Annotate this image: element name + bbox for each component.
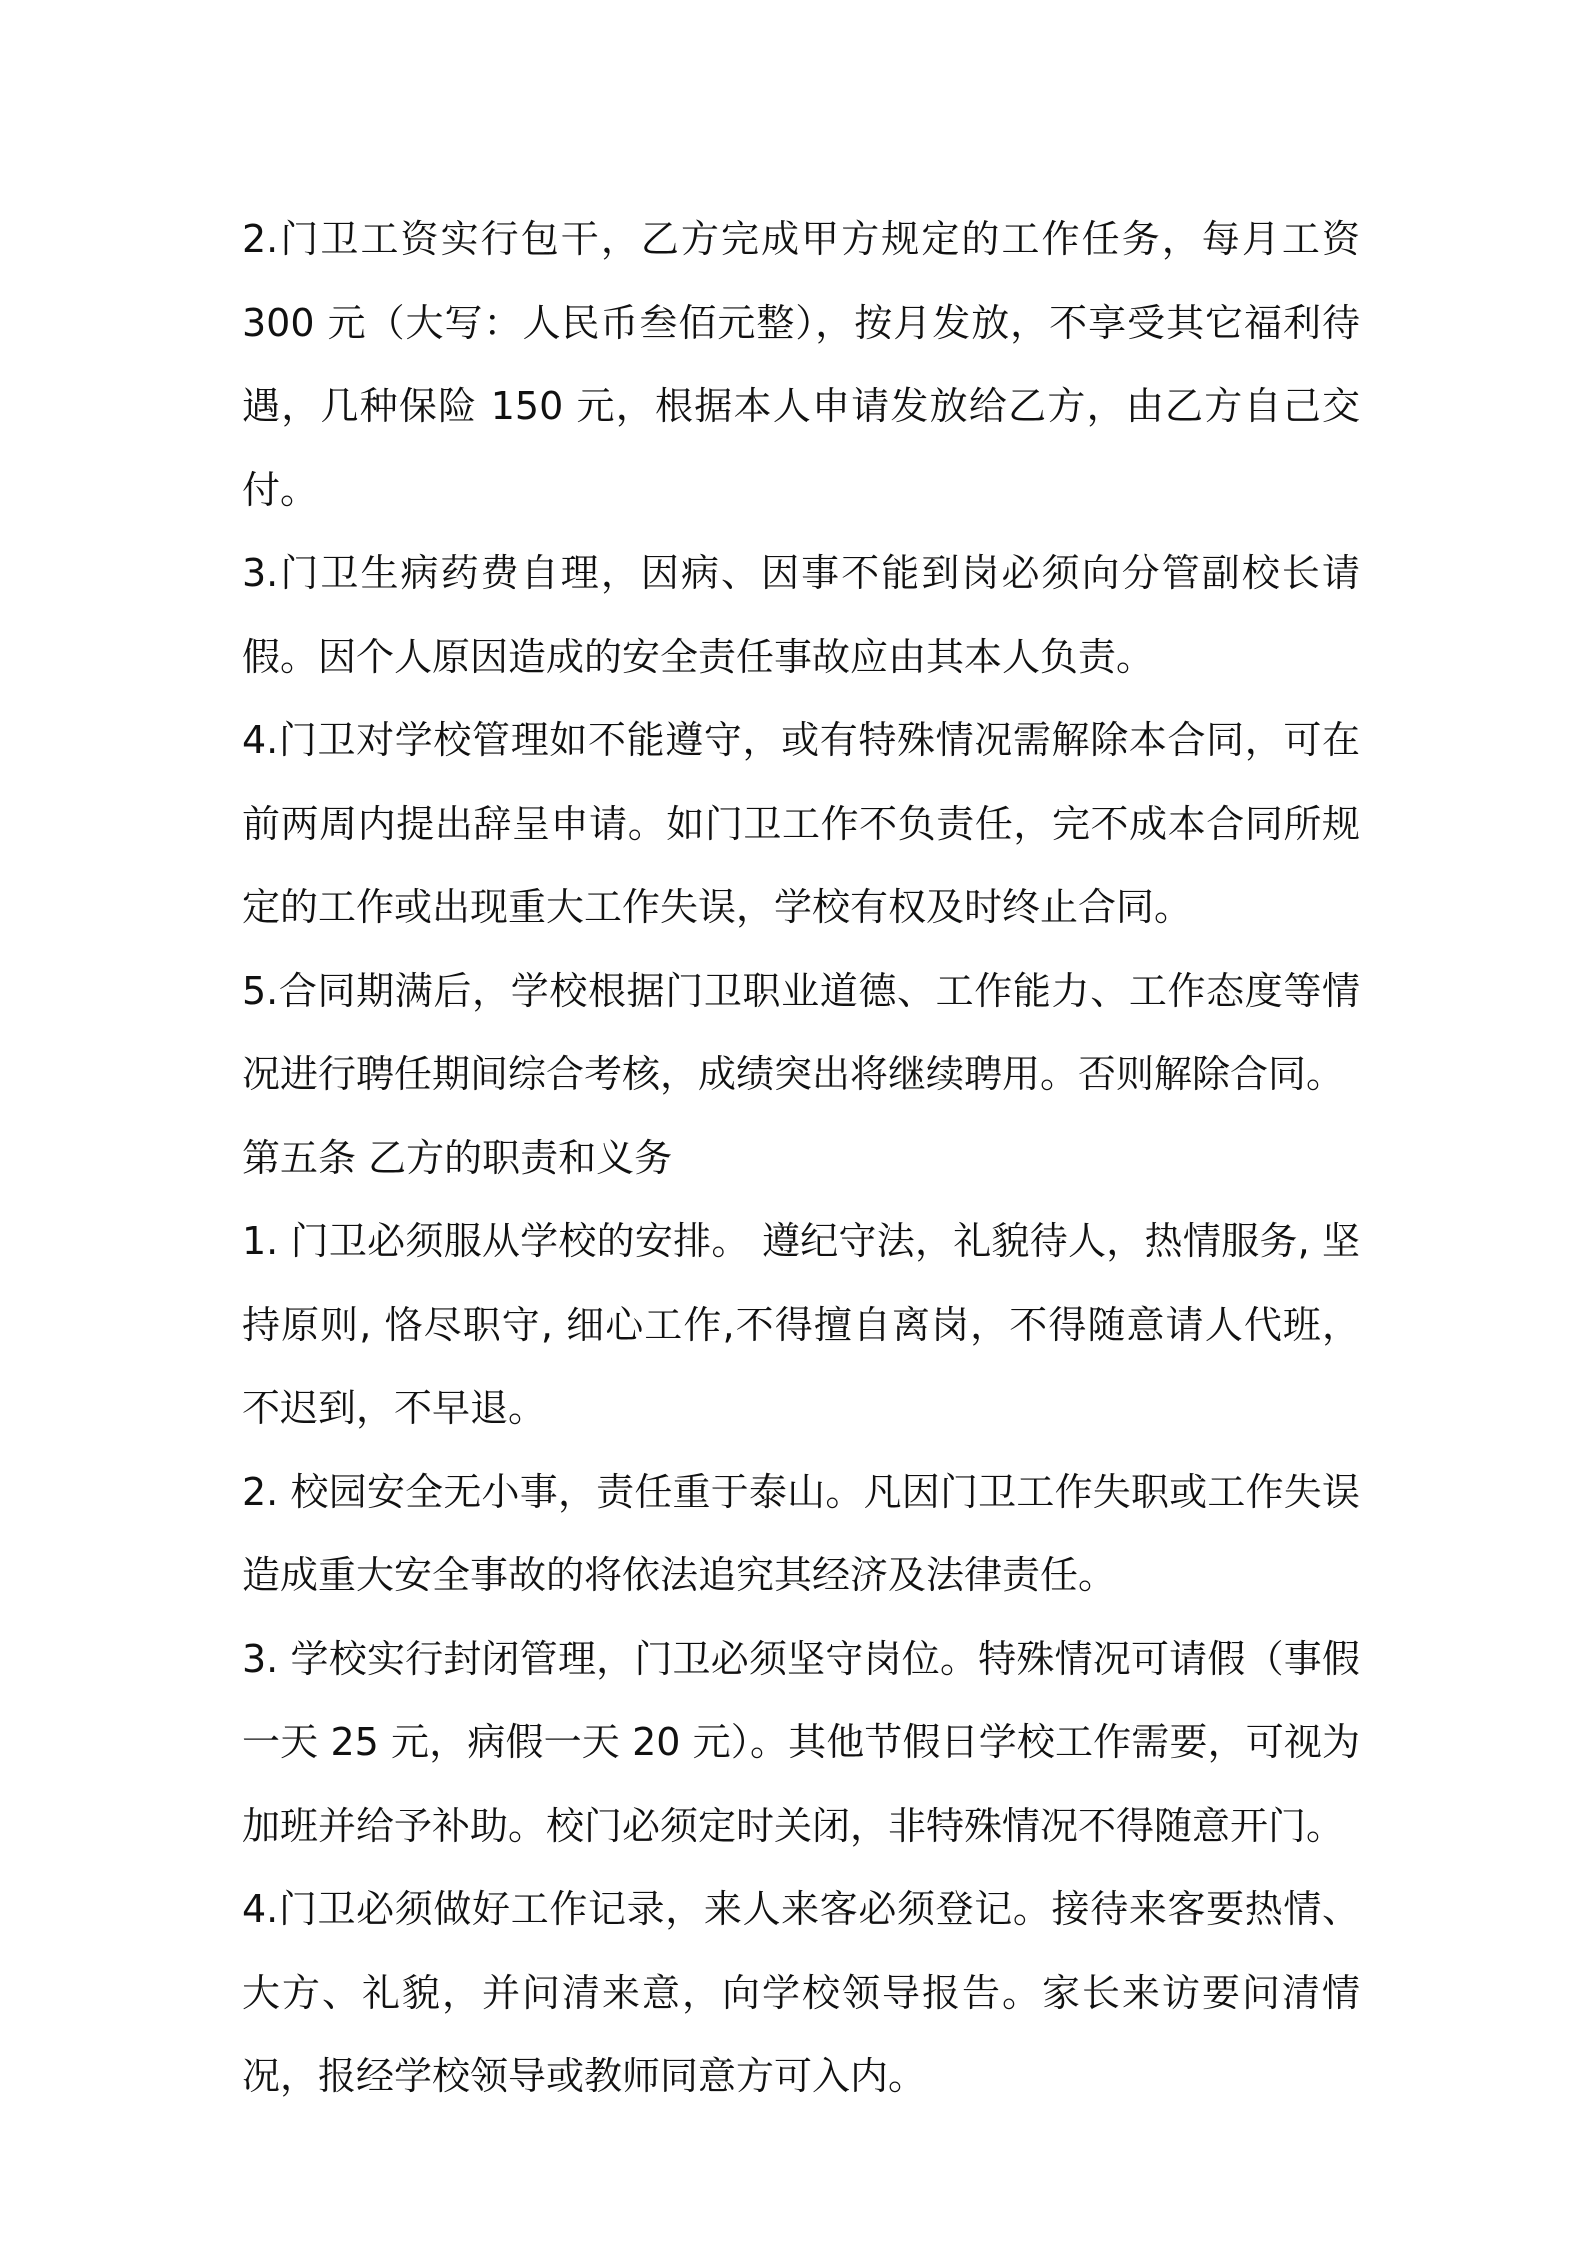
paragraph-duty-closed-management: 3. 学校实行封闭管理，门卫必须坚守岗位。特殊情况可请假（事假一天 25 元，病假一天 20 元）。其他节假日学校工作需要，可视为加班并给予补助。校门必须定时关闭，非特殊情况不得随意开门。 (242, 1636, 1360, 1848)
paragraph-duty-campus-safety: 2. 校园安全无小事，责任重于泰山。凡因门卫工作失职或工作失误造成重大安全事故的将依法追究其经济及法律责任。 (242, 1469, 1360, 1597)
paragraph-contract-expiry-clause: 5.合同期满后，学校根据门卫职业道德、工作能力、工作态度等情况进行聘任期间综合考核，成绩突出将继续聘用。否则解除合同。 (242, 968, 1360, 1096)
section-heading-article-five: 第五条 乙方的职责和义务 (242, 1135, 673, 1180)
paragraph-wage-clause: 2.门卫工资实行包干，乙方完成甲方规定的工作任务，每月工资 300 元（大写：人民币叁佰元整），按月发放，不享受其它福利待遇，几种保险 150 元，根据本人申请发放给乙方，由乙方自己交付。 (242, 217, 1360, 512)
paragraph-sick-leave-clause: 3.门卫生病药费自理，因病、因事不能到岗必须向分管副校长请假。因个人原因造成的安全责任事故应由其本人负责。 (242, 551, 1360, 679)
paragraph-duty-obey-arrangement: 1. 门卫必须服从学校的安排。 遵纪守法，礼貌待人，热情服务, 坚持原则, 恪尽职守, 细心工作,不得擅自离岗，不得随意请人代班，不迟到，不早退。 (242, 1219, 1360, 1430)
document-body (242, 198, 1360, 2119)
paragraph-duty-visitor-registration: 4.门卫必须做好工作记录，来人来客必须登记。接待来客要热情、大方、礼貌，并问清来意，向学校领导报告。家长来访要问清情况，报经学校领导或教师同意方可入内。 (242, 1887, 1360, 2098)
paragraph-termination-clause: 4.门卫对学校管理如不能遵守，或有特殊情况需解除本合同，可在前两周内提出辞呈申请。如门卫工作不负责任，完不成本合同所规定的工作或出现重大工作失误，学校有权及时终止合同。 (242, 718, 1360, 929)
